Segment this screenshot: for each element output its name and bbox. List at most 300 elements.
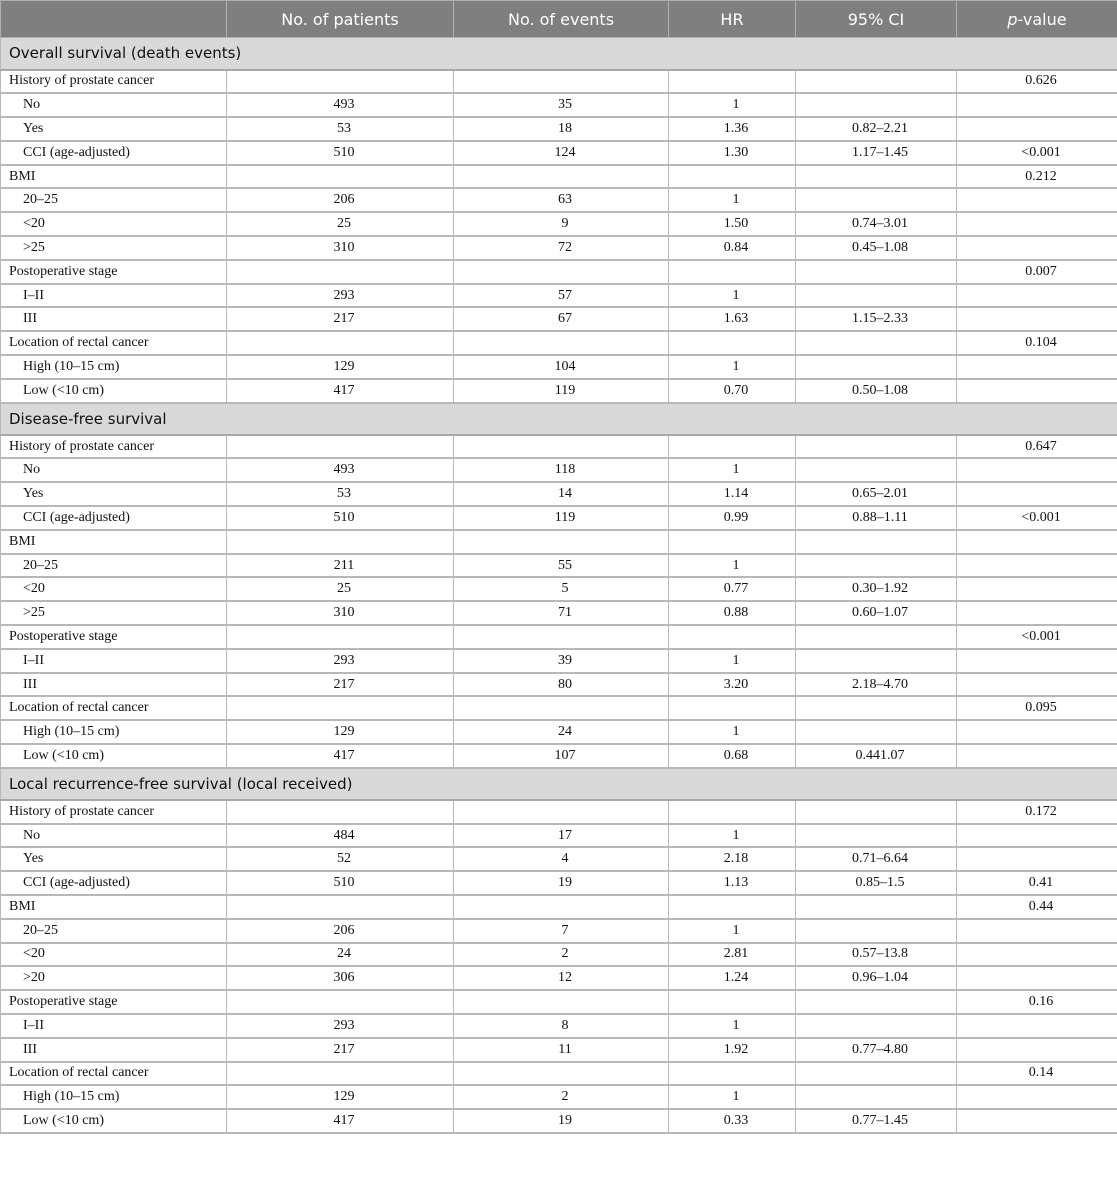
cell-hr: 1.36 <box>669 117 796 141</box>
cell-ci <box>796 649 957 673</box>
cell-hr <box>669 1062 796 1086</box>
cell-ci <box>796 554 957 578</box>
row-label: No <box>1 93 227 117</box>
cell-ci <box>796 93 957 117</box>
cell-events: 80 <box>454 673 669 697</box>
row-label: Location of rectal cancer <box>1 331 227 355</box>
cell-p <box>957 379 1117 403</box>
table-row <box>1 1062 1117 1086</box>
table-row <box>1 649 1117 673</box>
header-ci: 95% CI <box>796 1 957 38</box>
row-label: Yes <box>1 117 227 141</box>
cell-patients <box>227 895 454 919</box>
cell-p <box>957 1038 1117 1062</box>
cell-patients: 129 <box>227 355 454 379</box>
cell-hr: 1.13 <box>669 871 796 895</box>
cell-hr: 0.77 <box>669 577 796 601</box>
cell-p: 0.095 <box>957 696 1117 720</box>
cell-events: 7 <box>454 919 669 943</box>
cell-hr: 1 <box>669 824 796 848</box>
cell-p <box>957 649 1117 673</box>
cell-ci: 2.18–4.70 <box>796 673 957 697</box>
section-title: Overall survival (death events) <box>1 38 1117 70</box>
cell-hr: 1 <box>669 458 796 482</box>
cell-hr: 0.33 <box>669 1109 796 1133</box>
cell-ci: 1.17–1.45 <box>796 141 957 165</box>
cell-patients <box>227 165 454 189</box>
cell-p <box>957 943 1117 967</box>
cell-p <box>957 1014 1117 1038</box>
row-label: History of prostate cancer <box>1 70 227 94</box>
cell-events: 2 <box>454 943 669 967</box>
cell-p <box>957 1109 1117 1133</box>
cell-hr: 1.30 <box>669 141 796 165</box>
cell-ci <box>796 355 957 379</box>
table-row <box>1 800 1117 824</box>
cell-p <box>957 847 1117 871</box>
table-row <box>1 1109 1117 1133</box>
cell-patients: 53 <box>227 482 454 506</box>
cell-events <box>454 435 669 459</box>
cell-ci <box>796 990 957 1014</box>
table-row <box>1 919 1117 943</box>
header-p-value <box>957 1 1117 38</box>
cell-hr: 1 <box>669 284 796 308</box>
table-row <box>1 260 1117 284</box>
cell-p <box>957 307 1117 331</box>
cell-patients: 510 <box>227 871 454 895</box>
cell-hr: 1.50 <box>669 212 796 236</box>
cell-patients <box>227 990 454 1014</box>
cell-ci <box>796 331 957 355</box>
cell-ci: 0.45–1.08 <box>796 236 957 260</box>
cell-ci <box>796 625 957 649</box>
cell-patients: 24 <box>227 943 454 967</box>
table-row <box>1 990 1117 1014</box>
cell-patients: 217 <box>227 673 454 697</box>
cell-ci <box>796 824 957 848</box>
cell-hr <box>669 331 796 355</box>
cell-p: 0.647 <box>957 435 1117 459</box>
cell-ci <box>796 165 957 189</box>
cell-patients: 493 <box>227 458 454 482</box>
cell-ci <box>796 919 957 943</box>
cell-hr: 1 <box>669 93 796 117</box>
row-label: BMI <box>1 895 227 919</box>
cell-p: 0.14 <box>957 1062 1117 1086</box>
row-label: >25 <box>1 236 227 260</box>
cell-p: <0.001 <box>957 625 1117 649</box>
table-row <box>1 720 1117 744</box>
section-header-row <box>1 768 1117 800</box>
cell-p <box>957 577 1117 601</box>
cell-hr <box>669 435 796 459</box>
cell-events: 55 <box>454 554 669 578</box>
cell-events: 119 <box>454 506 669 530</box>
row-label: BMI <box>1 530 227 554</box>
cell-patients: 417 <box>227 744 454 768</box>
cell-events: 104 <box>454 355 669 379</box>
cell-ci <box>796 284 957 308</box>
cell-patients: 217 <box>227 1038 454 1062</box>
cell-ci <box>796 696 957 720</box>
table-row <box>1 355 1117 379</box>
header-blank <box>1 1 227 38</box>
cell-hr: 1 <box>669 355 796 379</box>
cell-p: 0.172 <box>957 800 1117 824</box>
row-label: 20–25 <box>1 554 227 578</box>
table-body <box>1 38 1117 1133</box>
cell-ci: 0.77–1.45 <box>796 1109 957 1133</box>
row-label: Low (<10 cm) <box>1 379 227 403</box>
table-row <box>1 696 1117 720</box>
row-label: Location of rectal cancer <box>1 1062 227 1086</box>
header-patients: No. of patients <box>227 1 454 38</box>
cell-patients <box>227 625 454 649</box>
table-row <box>1 824 1117 848</box>
cell-patients: 510 <box>227 506 454 530</box>
cell-p <box>957 919 1117 943</box>
table-row <box>1 331 1117 355</box>
table-row <box>1 1014 1117 1038</box>
cell-patients: 52 <box>227 847 454 871</box>
table-row <box>1 554 1117 578</box>
row-label: >25 <box>1 601 227 625</box>
cell-p <box>957 530 1117 554</box>
table-row <box>1 307 1117 331</box>
row-label: CCI (age-adjusted) <box>1 506 227 530</box>
table-row <box>1 435 1117 459</box>
cell-patients: 25 <box>227 212 454 236</box>
row-label: III <box>1 673 227 697</box>
cell-patients: 493 <box>227 93 454 117</box>
cell-patients: 484 <box>227 824 454 848</box>
cell-patients: 310 <box>227 601 454 625</box>
table-row <box>1 577 1117 601</box>
cell-p <box>957 482 1117 506</box>
cell-p: 0.16 <box>957 990 1117 1014</box>
cell-hr <box>669 895 796 919</box>
cell-p <box>957 117 1117 141</box>
row-label: Location of rectal cancer <box>1 696 227 720</box>
cell-events <box>454 895 669 919</box>
cell-hr: 1 <box>669 554 796 578</box>
cell-patients <box>227 800 454 824</box>
cell-patients: 417 <box>227 1109 454 1133</box>
row-label: Postoperative stage <box>1 990 227 1014</box>
section-title: Disease-free survival <box>1 403 1117 435</box>
cell-hr: 1 <box>669 1014 796 1038</box>
row-label: CCI (age-adjusted) <box>1 871 227 895</box>
cell-ci: 0.50–1.08 <box>796 379 957 403</box>
cell-hr <box>669 70 796 94</box>
cell-p: 0.44 <box>957 895 1117 919</box>
cell-events: 18 <box>454 117 669 141</box>
cell-p <box>957 458 1117 482</box>
cell-hr <box>669 696 796 720</box>
cell-events <box>454 530 669 554</box>
row-label: Low (<10 cm) <box>1 744 227 768</box>
cell-patients: 417 <box>227 379 454 403</box>
cell-p: 0.41 <box>957 871 1117 895</box>
cell-patients: 293 <box>227 284 454 308</box>
cell-p <box>957 284 1117 308</box>
cell-patients <box>227 70 454 94</box>
cell-events: 11 <box>454 1038 669 1062</box>
cell-patients <box>227 1062 454 1086</box>
cell-events <box>454 1062 669 1086</box>
cell-hr: 1 <box>669 188 796 212</box>
cell-ci: 0.65–2.01 <box>796 482 957 506</box>
table-row <box>1 284 1117 308</box>
cell-ci: 0.85–1.5 <box>796 871 957 895</box>
cell-hr: 1.14 <box>669 482 796 506</box>
section-header-row <box>1 403 1117 435</box>
cell-p <box>957 554 1117 578</box>
cell-events: 118 <box>454 458 669 482</box>
cell-events: 107 <box>454 744 669 768</box>
cell-patients: 206 <box>227 919 454 943</box>
table-row <box>1 943 1117 967</box>
cell-p <box>957 212 1117 236</box>
cell-events: 72 <box>454 236 669 260</box>
cell-p: 0.007 <box>957 260 1117 284</box>
row-label: >20 <box>1 966 227 990</box>
cell-events: 9 <box>454 212 669 236</box>
row-label: CCI (age-adjusted) <box>1 141 227 165</box>
cell-hr: 1 <box>669 720 796 744</box>
cell-p <box>957 601 1117 625</box>
row-label: No <box>1 824 227 848</box>
table-row <box>1 482 1117 506</box>
cell-hr: 1.24 <box>669 966 796 990</box>
table-row <box>1 70 1117 94</box>
cell-hr: 2.81 <box>669 943 796 967</box>
cell-p: 0.212 <box>957 165 1117 189</box>
cell-events <box>454 800 669 824</box>
cell-ci: 0.88–1.11 <box>796 506 957 530</box>
row-label: <20 <box>1 577 227 601</box>
cell-patients <box>227 530 454 554</box>
cell-patients <box>227 260 454 284</box>
cell-patients: 510 <box>227 141 454 165</box>
cell-patients: 25 <box>227 577 454 601</box>
cell-hr: 0.99 <box>669 506 796 530</box>
table-row <box>1 895 1117 919</box>
table-row <box>1 530 1117 554</box>
cell-hr <box>669 530 796 554</box>
cell-events: 2 <box>454 1085 669 1109</box>
row-label: Low (<10 cm) <box>1 1109 227 1133</box>
header-p-italic: p <box>1007 9 1018 29</box>
cell-ci: 0.30–1.92 <box>796 577 957 601</box>
cell-patients: 306 <box>227 966 454 990</box>
cell-patients <box>227 331 454 355</box>
cell-patients: 53 <box>227 117 454 141</box>
cell-hr: 1 <box>669 649 796 673</box>
cell-events <box>454 990 669 1014</box>
cell-ci: 0.60–1.07 <box>796 601 957 625</box>
section-title: Local recurrence-free survival (local received) <box>1 768 1117 800</box>
header-events: No. of events <box>454 1 669 38</box>
cell-hr: 3.20 <box>669 673 796 697</box>
cell-ci: 0.71–6.64 <box>796 847 957 871</box>
cell-events: 8 <box>454 1014 669 1038</box>
section-header-row <box>1 38 1117 70</box>
cell-p <box>957 1085 1117 1109</box>
table-row <box>1 141 1117 165</box>
row-label: History of prostate cancer <box>1 800 227 824</box>
row-label: <20 <box>1 212 227 236</box>
cell-p: <0.001 <box>957 506 1117 530</box>
table-row <box>1 966 1117 990</box>
cell-ci <box>796 895 957 919</box>
cell-p <box>957 188 1117 212</box>
row-label: Yes <box>1 482 227 506</box>
cell-events: 14 <box>454 482 669 506</box>
table-row <box>1 673 1117 697</box>
cell-patients: 293 <box>227 649 454 673</box>
table-row <box>1 506 1117 530</box>
cell-patients: 129 <box>227 720 454 744</box>
cell-events <box>454 165 669 189</box>
cell-events: 119 <box>454 379 669 403</box>
cell-ci <box>796 530 957 554</box>
cell-p <box>957 93 1117 117</box>
cell-patients: 129 <box>227 1085 454 1109</box>
cell-ci <box>796 1014 957 1038</box>
table-row <box>1 458 1117 482</box>
cell-ci <box>796 800 957 824</box>
row-label: III <box>1 1038 227 1062</box>
table-row <box>1 871 1117 895</box>
cell-events: 12 <box>454 966 669 990</box>
cell-events: 67 <box>454 307 669 331</box>
row-label: 20–25 <box>1 188 227 212</box>
cell-patients: 217 <box>227 307 454 331</box>
row-label: BMI <box>1 165 227 189</box>
row-label: High (10–15 cm) <box>1 720 227 744</box>
table-row <box>1 236 1117 260</box>
header-p-rest: -value <box>1017 9 1067 29</box>
cell-hr: 2.18 <box>669 847 796 871</box>
row-label: High (10–15 cm) <box>1 355 227 379</box>
cell-hr: 0.70 <box>669 379 796 403</box>
cell-ci <box>796 260 957 284</box>
table-row <box>1 212 1117 236</box>
row-label: III <box>1 307 227 331</box>
cell-hr <box>669 800 796 824</box>
row-label: I–II <box>1 649 227 673</box>
cell-events <box>454 625 669 649</box>
cell-ci: 0.57–13.8 <box>796 943 957 967</box>
row-label: <20 <box>1 943 227 967</box>
table-row <box>1 188 1117 212</box>
table-row <box>1 93 1117 117</box>
cell-events: 124 <box>454 141 669 165</box>
cell-hr: 1 <box>669 919 796 943</box>
cell-ci <box>796 1085 957 1109</box>
cell-events: 35 <box>454 93 669 117</box>
table-row <box>1 744 1117 768</box>
cell-ci: 0.77–4.80 <box>796 1038 957 1062</box>
cell-patients: 211 <box>227 554 454 578</box>
row-label: High (10–15 cm) <box>1 1085 227 1109</box>
cell-p <box>957 966 1117 990</box>
table-row <box>1 625 1117 649</box>
cell-hr: 1.92 <box>669 1038 796 1062</box>
cell-hr <box>669 625 796 649</box>
row-label: I–II <box>1 284 227 308</box>
cell-events: 71 <box>454 601 669 625</box>
cell-hr <box>669 165 796 189</box>
cell-ci: 0.441.07 <box>796 744 957 768</box>
cell-p <box>957 720 1117 744</box>
row-label: History of prostate cancer <box>1 435 227 459</box>
table-row <box>1 1085 1117 1109</box>
cell-events <box>454 70 669 94</box>
cell-ci: 0.74–3.01 <box>796 212 957 236</box>
cell-p <box>957 824 1117 848</box>
cell-hr: 0.88 <box>669 601 796 625</box>
table-row <box>1 1038 1117 1062</box>
cell-patients <box>227 435 454 459</box>
cell-p <box>957 355 1117 379</box>
cell-p: 0.104 <box>957 331 1117 355</box>
cell-events <box>454 696 669 720</box>
table-row <box>1 117 1117 141</box>
cell-events: 5 <box>454 577 669 601</box>
cell-p <box>957 236 1117 260</box>
cell-ci <box>796 435 957 459</box>
cell-hr: 0.68 <box>669 744 796 768</box>
cell-p <box>957 744 1117 768</box>
cell-events: 19 <box>454 871 669 895</box>
row-label: 20–25 <box>1 919 227 943</box>
row-label: Postoperative stage <box>1 260 227 284</box>
cell-hr: 1.63 <box>669 307 796 331</box>
cell-hr <box>669 260 796 284</box>
row-label: I–II <box>1 1014 227 1038</box>
table-row <box>1 847 1117 871</box>
cell-ci <box>796 720 957 744</box>
cell-ci <box>796 1062 957 1086</box>
cell-p: 0.626 <box>957 70 1117 94</box>
cell-ci <box>796 458 957 482</box>
cell-events <box>454 331 669 355</box>
cell-events <box>454 260 669 284</box>
table-row <box>1 379 1117 403</box>
cell-events: 19 <box>454 1109 669 1133</box>
cell-events: 4 <box>454 847 669 871</box>
cell-ci: 0.96–1.04 <box>796 966 957 990</box>
cell-ci <box>796 188 957 212</box>
table-row <box>1 601 1117 625</box>
cell-events: 63 <box>454 188 669 212</box>
cell-patients: 293 <box>227 1014 454 1038</box>
cell-patients: 310 <box>227 236 454 260</box>
row-label: Yes <box>1 847 227 871</box>
cell-ci <box>796 70 957 94</box>
cell-events: 57 <box>454 284 669 308</box>
cell-hr: 0.84 <box>669 236 796 260</box>
cell-p <box>957 673 1117 697</box>
table-row <box>1 165 1117 189</box>
cell-patients: 206 <box>227 188 454 212</box>
cell-ci: 0.82–2.21 <box>796 117 957 141</box>
header-hr: HR <box>669 1 796 38</box>
cell-patients <box>227 696 454 720</box>
